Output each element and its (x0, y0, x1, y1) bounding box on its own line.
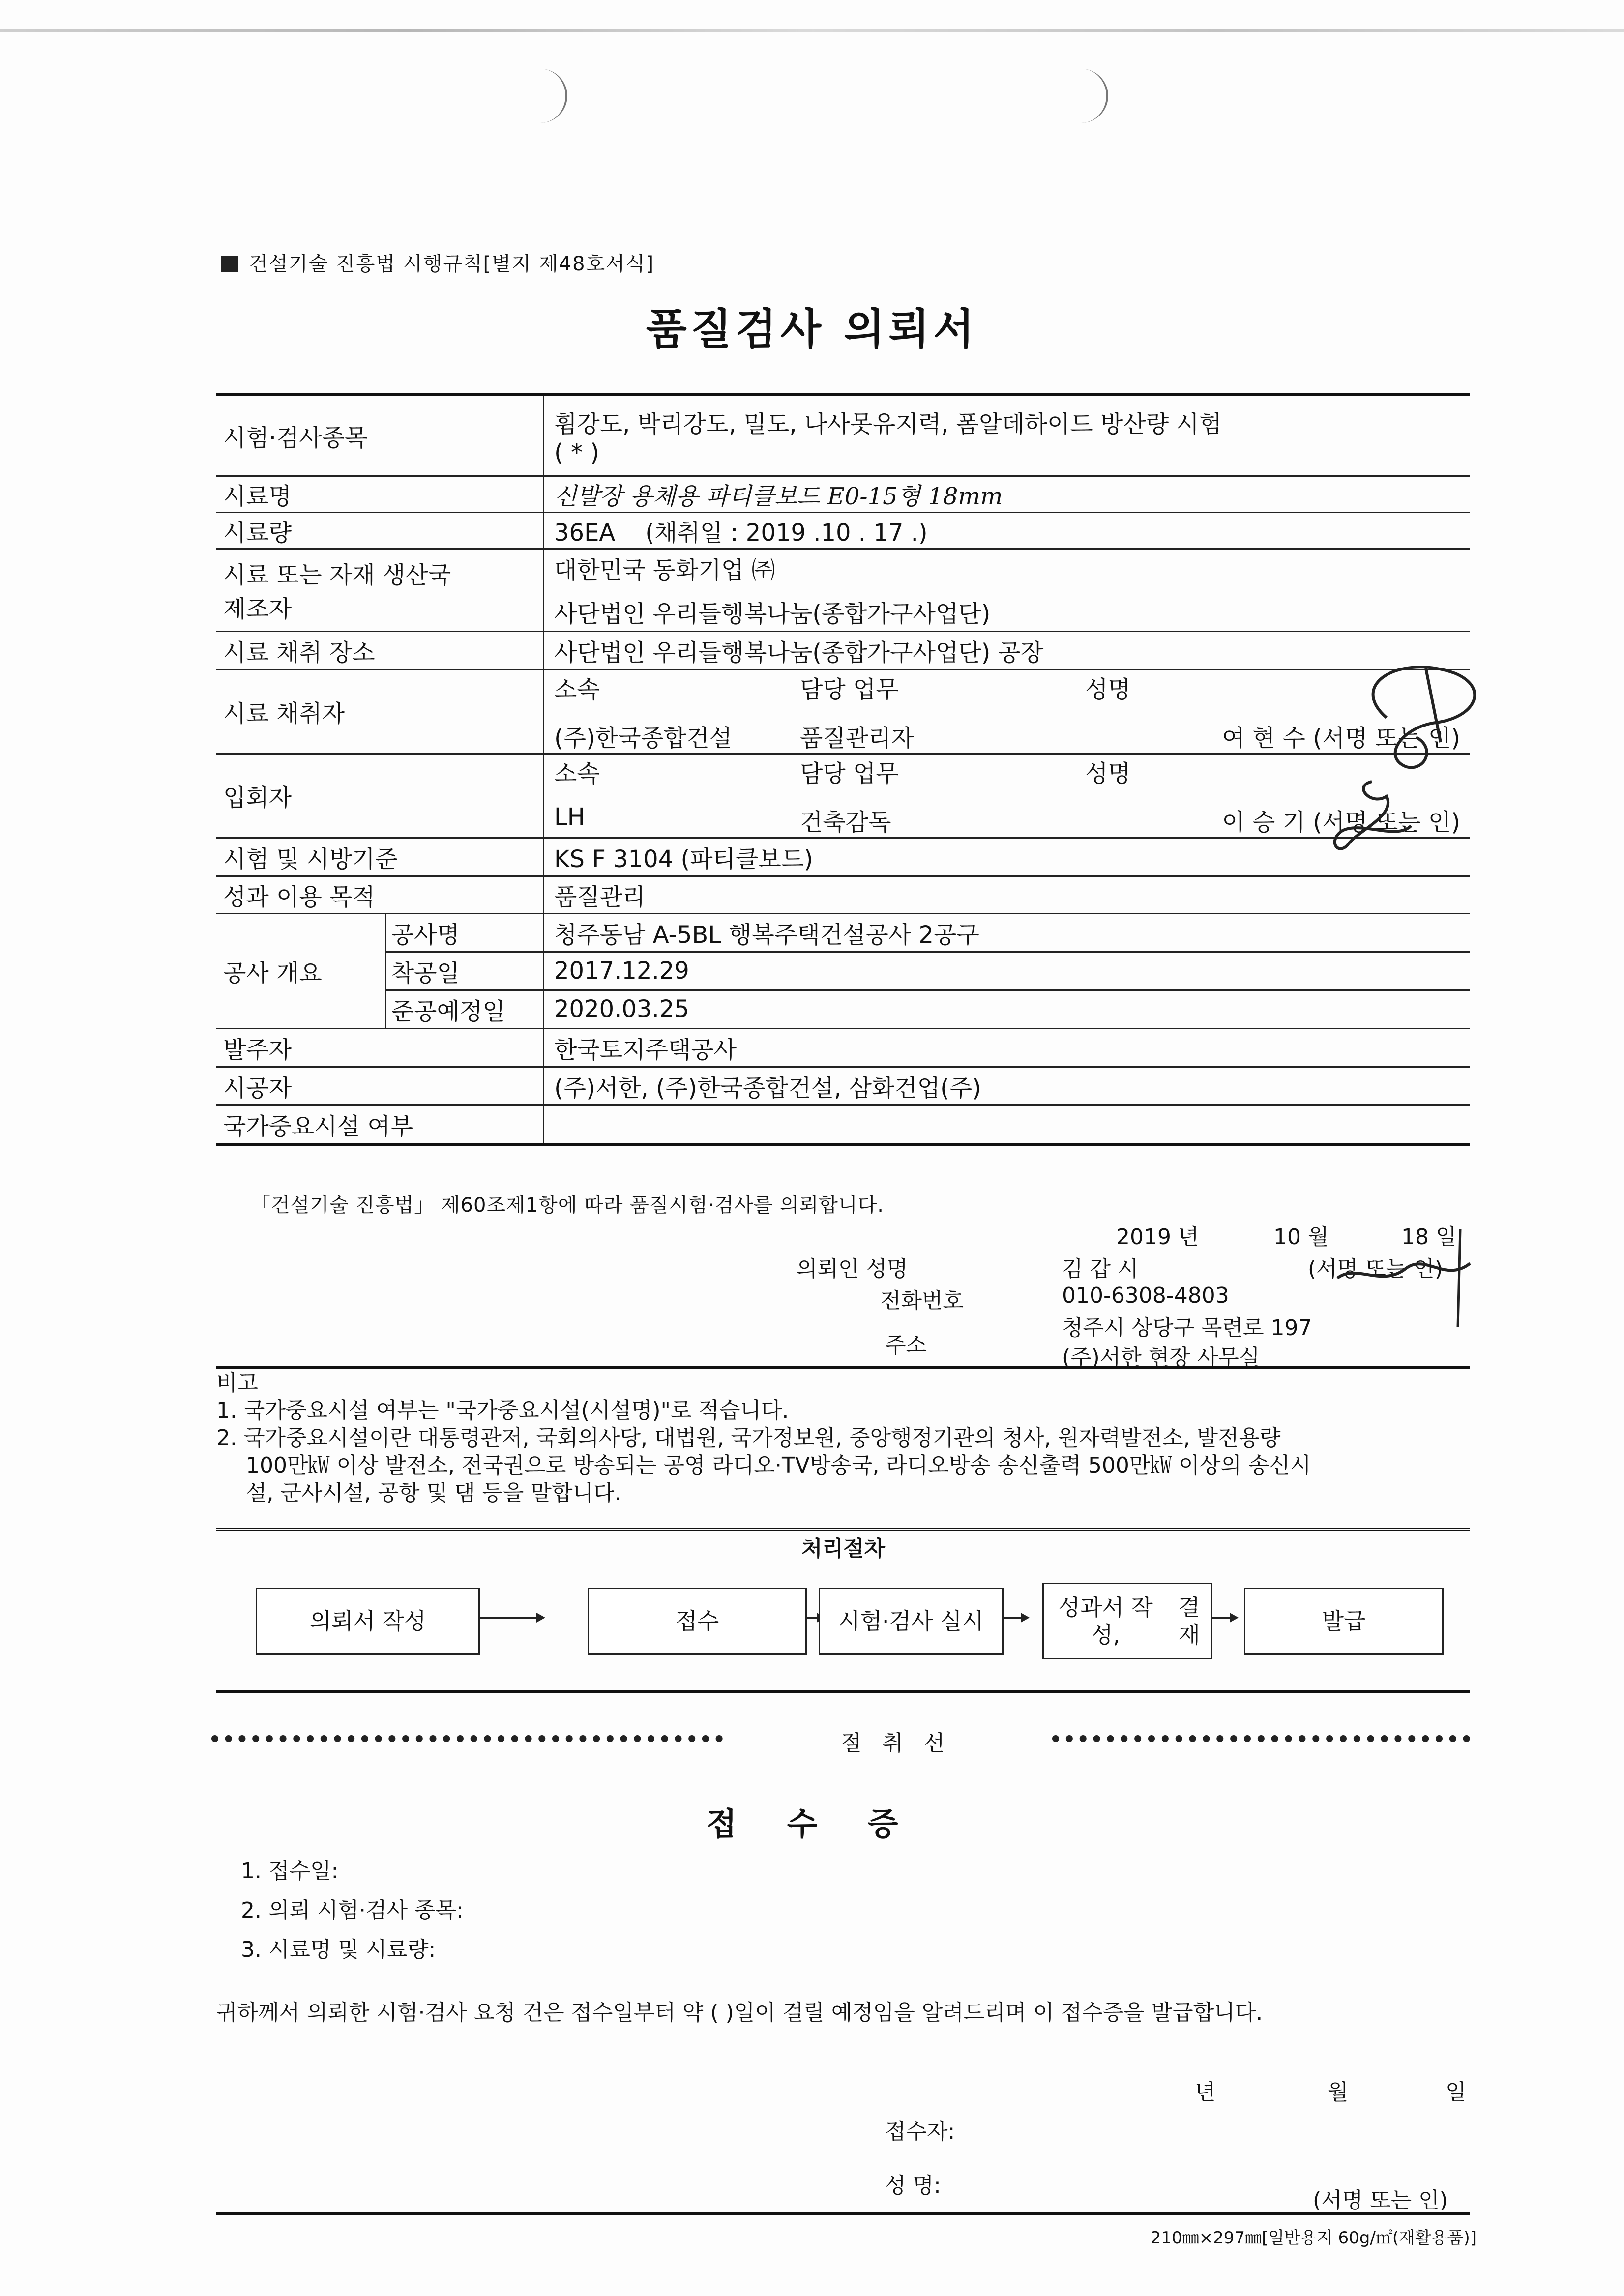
row-national-facility: 국가중요시설 여부 (216, 1105, 1470, 1144)
process-step-test: 시험·검사 실시 (819, 1588, 1004, 1655)
row-overview-end: 준공예정일 2020.03.25 (216, 990, 1470, 1028)
process-step-report: 성과서 작성, 결재 (1042, 1583, 1212, 1659)
row-sampling-place: 시료 채취 장소 사단법인 우리들행복나눔(종합가구사업단) 공장 (216, 631, 1470, 669)
cut-line-right (1052, 1735, 1470, 1742)
receipt-notice: 귀하께서 의뢰한 시험·검사 요청 건은 접수일부터 약 ( )일이 걸릴 예정임을 알려드리며 이 접수증을 발급합니다. (216, 2000, 1263, 2025)
page-title: 품질검사 의뢰서 (646, 305, 978, 354)
process-step-receipt: 접수 (588, 1588, 807, 1655)
process-step-request: 의뢰서 작성 (256, 1588, 480, 1655)
punch-hole-left (531, 69, 567, 123)
row-test-items: 시험·검사종목 휨강도, 박리강도, 밀도, 나사못유지력, 폼알데하이드 방산량 시험 ( * ) (216, 395, 1470, 476)
signature-witness (1298, 767, 1426, 865)
request-statement: 「건설기술 진흥법」 제60조제1항에 따라 품질시험·검사를 의뢰합니다. (251, 1194, 884, 1217)
scan-edge (0, 29, 1624, 32)
process-title: 처리절차 (216, 1528, 1470, 1562)
signature-requester (1328, 1219, 1485, 1337)
row-sampler: 시료 채취자 소속 담당 업무 성명 (주)한국종합건설 품질관리자 여 현 수 (서명 또는 인) (216, 669, 1470, 754)
square-bullet-icon (221, 256, 238, 272)
bottom-rule (216, 2212, 1470, 2215)
row-origin: 시료 또는 자재 생산국 제조자 대한민국 동화기업 ㈜ 사단법인 우리들행복나눔(종합가구사업단) (216, 549, 1470, 631)
row-client: 발주자 한국토지주택공사 (216, 1028, 1470, 1067)
cut-line-label: 절 취 선 (841, 1731, 952, 1756)
request-form-table (216, 393, 1470, 1146)
form-reference: 건설기술 진흥법 시행규칙[별지 제48호서식] (221, 248, 654, 276)
process-step-issue: 발급 (1244, 1588, 1444, 1655)
row-standard: 시험 및 시방기준 KS F 3104 (파티클보드) (216, 838, 1470, 876)
sample-name-handwritten: 신발장 용체용 파티클보드 E0-15형 18mm (544, 476, 1471, 512)
row-purpose: 성과 이용 목적 품질관리 (216, 876, 1470, 913)
arrow-icon (1003, 1617, 1028, 1619)
row-witness: 입회자 소속 담당 업무 성명 LH 건축감독 이 승 기 (서명 또는 인) (216, 754, 1470, 838)
row-sample-name: 시료명 신발장 용체용 파티클보드 E0-15형 18mm (216, 476, 1470, 512)
row-sample-qty: 시료량 36EA (채취일 : 2019 .10 . 17 .) (216, 512, 1470, 549)
paper-spec: 210㎜×297㎜[일반용지 60g/㎡(재활용품)] (1150, 2228, 1476, 2248)
arrow-icon (479, 1617, 543, 1619)
punch-hole-right (1072, 69, 1108, 123)
row-overview-start: 착공일 2017.12.29 (216, 952, 1470, 990)
row-contractor: 시공자 (주)서한, (주)한국종합건설, 삼화건업(주) (216, 1067, 1470, 1105)
receipt-title: 접 수 증 (706, 1806, 918, 1843)
remarks-section: 비고 1. 국가중요시설 여부는 "국가중요시설(시설명)"로 적습니다. 2. 국가중요시설이란 대통령관저, 국회의사당, 대법원, 국가정보원, 중앙행정기관의 청사, 원자력발전소, 발전용량 100만㎾ 이상 발전소, 전국권으로 방송되는 공영 라디오·TV방송국, 라디오방송 송신출력 500만㎾ 이상의 송신시 설, 군사시설, 공항 및 댐 등을 말합니다. (216, 1366, 1470, 1507)
arrow-icon (1212, 1617, 1237, 1619)
row-overview-name: 공사 개요 공사명 청주동남 A-5BL 행복주택건설공사 2공구 (216, 913, 1470, 952)
cut-line-left (211, 1735, 723, 1742)
